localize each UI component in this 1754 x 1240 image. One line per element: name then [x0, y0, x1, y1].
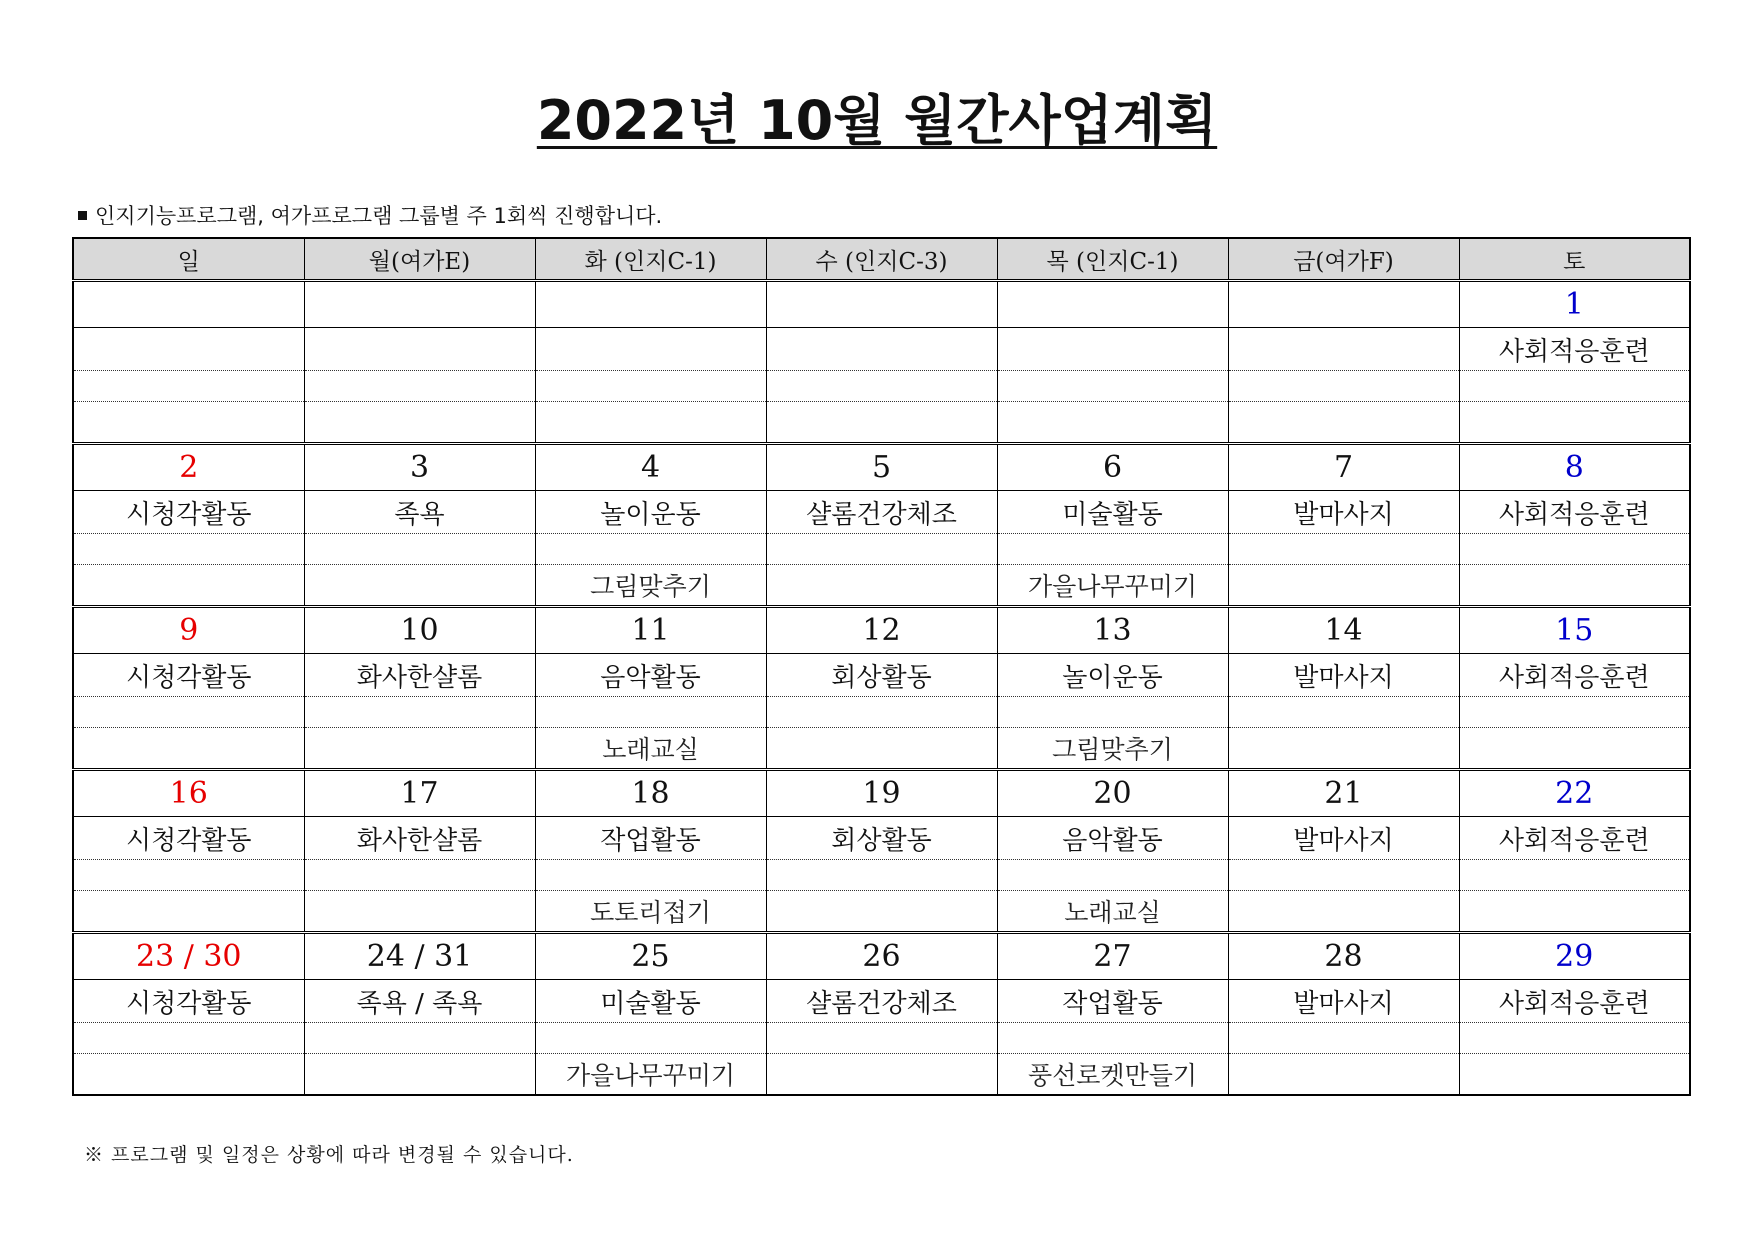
blank-cell	[73, 860, 304, 891]
date-sat: 22	[1459, 770, 1690, 817]
sub-activity-thu: 풍선로켓만들기	[997, 1054, 1228, 1096]
blank-cell	[535, 860, 766, 891]
week-4-activity-row	[73, 817, 1690, 860]
sub-activity-mon	[304, 402, 535, 444]
date-sun: 2	[73, 444, 304, 491]
blank-cell	[1459, 1023, 1690, 1054]
sub-activity-sun	[73, 728, 304, 770]
sub-activity-sun	[73, 565, 304, 607]
date-mon	[304, 281, 535, 328]
date-sun	[73, 281, 304, 328]
sub-activity-mon	[304, 891, 535, 933]
weekday-header-row	[73, 238, 1690, 281]
activity-sat: 사회적응훈련	[1459, 980, 1690, 1023]
sub-activity-thu: 그림맞추기	[997, 728, 1228, 770]
blank-cell	[535, 1023, 766, 1054]
activity-mon: 화사한샬롬	[304, 654, 535, 697]
date-tue: 18	[535, 770, 766, 817]
blank-cell	[1228, 534, 1459, 565]
activity-sun: 시청각활동	[73, 817, 304, 860]
activity-sun: 시청각활동	[73, 654, 304, 697]
blank-cell	[73, 371, 304, 402]
activity-sun: 시청각활동	[73, 491, 304, 534]
week-3-sub-activity-row	[73, 728, 1690, 770]
activity-wed: 샬롬건강체조	[766, 980, 997, 1023]
blank-cell	[304, 1023, 535, 1054]
sub-activity-sat	[1459, 402, 1690, 444]
blank-cell	[1228, 1023, 1459, 1054]
activity-sat: 사회적응훈련	[1459, 328, 1690, 371]
date-tue: 11	[535, 607, 766, 654]
week-1-blank-row	[73, 371, 1690, 402]
header-sat: 토	[1459, 238, 1690, 281]
activity-wed: 회상활동	[766, 817, 997, 860]
sub-activity-mon	[304, 565, 535, 607]
date-thu	[997, 281, 1228, 328]
blank-cell	[73, 697, 304, 728]
date-mon: 3	[304, 444, 535, 491]
week-2-activity-row	[73, 491, 1690, 534]
activity-tue: 미술활동	[535, 980, 766, 1023]
activity-wed: 회상활동	[766, 654, 997, 697]
sub-activity-thu	[997, 402, 1228, 444]
week-2-blank-row	[73, 534, 1690, 565]
date-sat: 1	[1459, 281, 1690, 328]
header-thu: 목 (인지C-1)	[997, 238, 1228, 281]
date-wed: 5	[766, 444, 997, 491]
blank-cell	[73, 534, 304, 565]
activity-tue: 작업활동	[535, 817, 766, 860]
activity-fri: 발마사지	[1228, 817, 1459, 860]
date-mon: 17	[304, 770, 535, 817]
sub-activity-wed	[766, 402, 997, 444]
header-mon: 월(여가E)	[304, 238, 535, 281]
sub-activity-fri	[1228, 402, 1459, 444]
activity-fri: 발마사지	[1228, 980, 1459, 1023]
activity-mon	[304, 328, 535, 371]
blank-cell	[304, 371, 535, 402]
activity-fri: 발마사지	[1228, 654, 1459, 697]
program-note	[78, 200, 662, 230]
activity-sat: 사회적응훈련	[1459, 817, 1690, 860]
blank-cell	[997, 534, 1228, 565]
date-tue: 4	[535, 444, 766, 491]
date-sat: 29	[1459, 933, 1690, 980]
sub-activity-sun	[73, 402, 304, 444]
activity-thu: 놀이운동	[997, 654, 1228, 697]
sub-activity-thu: 노래교실	[997, 891, 1228, 933]
sub-activity-sun	[73, 891, 304, 933]
activity-fri	[1228, 328, 1459, 371]
header-fri: 금(여가F)	[1228, 238, 1459, 281]
blank-cell	[535, 697, 766, 728]
activity-mon: 족욕	[304, 491, 535, 534]
activity-tue: 음악활동	[535, 654, 766, 697]
date-thu: 6	[997, 444, 1228, 491]
blank-cell	[304, 697, 535, 728]
sub-activity-wed	[766, 728, 997, 770]
activity-wed	[766, 328, 997, 371]
date-fri: 21	[1228, 770, 1459, 817]
blank-cell	[535, 534, 766, 565]
sub-activity-tue: 도토리접기	[535, 891, 766, 933]
blank-cell	[1459, 860, 1690, 891]
header-sun: 일	[73, 238, 304, 281]
sub-activity-tue: 그림맞추기	[535, 565, 766, 607]
sub-activity-wed	[766, 891, 997, 933]
date-sat: 15	[1459, 607, 1690, 654]
activity-tue	[535, 328, 766, 371]
date-fri	[1228, 281, 1459, 328]
sub-activity-fri	[1228, 1054, 1459, 1096]
week-5-date-row	[73, 933, 1690, 980]
week-5-blank-row	[73, 1023, 1690, 1054]
blank-cell	[766, 697, 997, 728]
date-wed: 26	[766, 933, 997, 980]
week-2-date-row	[73, 444, 1690, 491]
activity-thu: 작업활동	[997, 980, 1228, 1023]
sub-activity-tue: 노래교실	[535, 728, 766, 770]
date-fri: 28	[1228, 933, 1459, 980]
activity-fri: 발마사지	[1228, 491, 1459, 534]
week-1-sub-activity-row	[73, 402, 1690, 444]
date-fri: 14	[1228, 607, 1459, 654]
blank-cell	[1459, 697, 1690, 728]
date-thu: 20	[997, 770, 1228, 817]
sub-activity-sat	[1459, 565, 1690, 607]
bullet-square-icon	[78, 211, 87, 220]
date-sun: 16	[73, 770, 304, 817]
blank-cell	[997, 697, 1228, 728]
date-sat: 8	[1459, 444, 1690, 491]
blank-cell	[766, 860, 997, 891]
activity-thu: 미술활동	[997, 491, 1228, 534]
sub-activity-wed	[766, 565, 997, 607]
sub-activity-fri	[1228, 728, 1459, 770]
blank-cell	[766, 1023, 997, 1054]
week-1-activity-row	[73, 328, 1690, 371]
sub-activity-sat	[1459, 1054, 1690, 1096]
blank-cell	[304, 860, 535, 891]
date-tue	[535, 281, 766, 328]
date-thu: 27	[997, 933, 1228, 980]
week-3-blank-row	[73, 697, 1690, 728]
blank-cell	[73, 1023, 304, 1054]
date-wed: 12	[766, 607, 997, 654]
blank-cell	[1228, 860, 1459, 891]
date-sun: 23 / 30	[73, 933, 304, 980]
sub-activity-mon	[304, 728, 535, 770]
activity-mon: 족욕 / 족욕	[304, 980, 535, 1023]
sub-activity-tue	[535, 402, 766, 444]
sub-activity-fri	[1228, 565, 1459, 607]
page-title: 2022년 10월 월간사업계획	[536, 89, 1218, 152]
program-note-text: 인지기능프로그램, 여가프로그램 그룹별 주 1회씩 진행합니다.	[95, 204, 663, 228]
blank-cell	[997, 1023, 1228, 1054]
date-thu: 13	[997, 607, 1228, 654]
activity-sun	[73, 328, 304, 371]
week-2-sub-activity-row	[73, 565, 1690, 607]
date-mon: 24 / 31	[304, 933, 535, 980]
sub-activity-mon	[304, 1054, 535, 1096]
blank-cell	[997, 860, 1228, 891]
blank-cell	[535, 371, 766, 402]
blank-cell	[766, 371, 997, 402]
sub-activity-tue: 가을나무꾸미기	[535, 1054, 766, 1096]
sub-activity-sat	[1459, 891, 1690, 933]
week-3-activity-row	[73, 654, 1690, 697]
activity-thu: 음악활동	[997, 817, 1228, 860]
activity-tue: 놀이운동	[535, 491, 766, 534]
date-wed: 19	[766, 770, 997, 817]
week-5-activity-row	[73, 980, 1690, 1023]
date-mon: 10	[304, 607, 535, 654]
sub-activity-fri	[1228, 891, 1459, 933]
date-wed	[766, 281, 997, 328]
blank-cell	[766, 534, 997, 565]
blank-cell	[1459, 371, 1690, 402]
blank-cell	[1228, 371, 1459, 402]
monthly-calendar	[72, 237, 1691, 1096]
sub-activity-wed	[766, 1054, 997, 1096]
week-5-sub-activity-row	[73, 1054, 1690, 1096]
blank-cell	[997, 371, 1228, 402]
week-1-date-row	[73, 281, 1690, 328]
activity-mon: 화사한샬롬	[304, 817, 535, 860]
week-4-blank-row	[73, 860, 1690, 891]
date-sun: 9	[73, 607, 304, 654]
activity-thu	[997, 328, 1228, 371]
week-3-date-row	[73, 607, 1690, 654]
activity-sat: 사회적응훈련	[1459, 491, 1690, 534]
week-4-date-row	[73, 770, 1690, 817]
activity-wed: 샬롬건강체조	[766, 491, 997, 534]
date-tue: 25	[535, 933, 766, 980]
header-tue: 화 (인지C-1)	[535, 238, 766, 281]
sub-activity-thu: 가을나무꾸미기	[997, 565, 1228, 607]
blank-cell	[304, 534, 535, 565]
header-wed: 수 (인지C-3)	[766, 238, 997, 281]
blank-cell	[1228, 697, 1459, 728]
activity-sat: 사회적응훈련	[1459, 654, 1690, 697]
date-fri: 7	[1228, 444, 1459, 491]
week-4-sub-activity-row	[73, 891, 1690, 933]
blank-cell	[1459, 534, 1690, 565]
sub-activity-sat	[1459, 728, 1690, 770]
sub-activity-sun	[73, 1054, 304, 1096]
activity-sun: 시청각활동	[73, 980, 304, 1023]
schedule-change-note: ※ 프로그램 및 일정은 상황에 따라 변경될 수 있습니다.	[84, 1144, 574, 1166]
